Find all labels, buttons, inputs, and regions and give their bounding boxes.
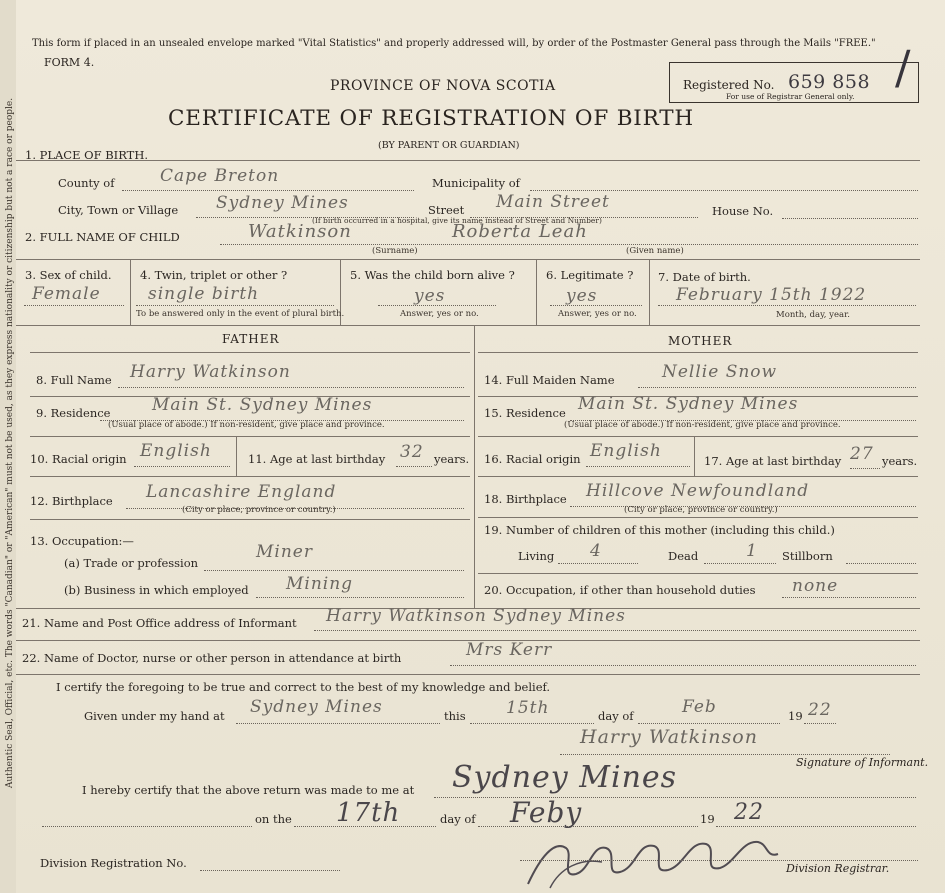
given-year-value: 22 <box>808 700 832 720</box>
day-of-label: day of <box>598 709 634 723</box>
county-label: County of <box>58 176 115 190</box>
mother-age-value: 27 <box>850 444 874 464</box>
mother-birthplace-value: Hillcove Newfoundland <box>586 481 810 501</box>
signature-caption: Signature of Informant. <box>796 756 929 769</box>
legitimate-value: yes <box>566 286 598 306</box>
mother-occupation-value: none <box>792 576 839 596</box>
father-racial-label: 10. Racial origin <box>30 452 127 466</box>
dead-value: 1 <box>746 541 758 561</box>
division-registration-label: Division Registration No. <box>40 856 187 870</box>
given-day-value: 15th <box>506 698 550 718</box>
twin-note: To be answered only in the event of plural birth. <box>136 309 345 319</box>
father-racial-value: English <box>140 441 212 461</box>
mother-birthplace-note: (City or place, province or country.) <box>624 505 778 515</box>
registrar-signature <box>520 818 790 892</box>
mother-racial-label: 16. Racial origin <box>484 452 581 466</box>
father-occupation-label: 13. Occupation:— <box>30 534 134 548</box>
father-residence-note: (Usual place of abode.) If non-resident, give place and province. <box>108 420 385 430</box>
house-label: House No. <box>712 204 774 218</box>
father-residence-label: 9. Residence <box>36 406 111 420</box>
doctor-label: 22. Name of Doctor, nurse or other person in attendance at birth <box>22 651 402 665</box>
mother-name-value: Nellie Snow <box>662 362 778 382</box>
mother-age-label: 17. Age at last birthday <box>704 454 842 468</box>
living-value: 4 <box>590 541 602 561</box>
dob-note: Month, day, year. <box>776 310 850 320</box>
father-age-label: 11. Age at last birthday <box>248 452 386 466</box>
child-given-name: Roberta Leah <box>452 221 588 242</box>
registered-no-label: Registered No. <box>683 78 775 92</box>
street-note: (If birth occurred in a hospital, give its name instead of Street and Number) <box>312 216 602 225</box>
living-label: Living <box>518 549 555 563</box>
trade-value: Miner <box>256 542 313 562</box>
mail-notice: This form if placed in an unsealed envelope marked "Vital Statistics" and properly addressed will, by order of the Postmaster General pass through the Mails "FREE." <box>32 38 876 49</box>
twin-label: 4. Twin, triplet or other ? <box>140 268 288 282</box>
registrar-year-prefix: 19 <box>700 812 715 826</box>
business-label: (b) Business in which employed <box>64 583 249 597</box>
informant-signature: Harry Watkinson <box>580 726 758 748</box>
sex-value: Female <box>32 284 101 304</box>
registration-tick: / <box>895 40 912 94</box>
father-years-label: years. <box>434 452 470 466</box>
alive-note: Answer, yes or no. <box>400 309 479 319</box>
legitimate-label: 6. Legitimate ? <box>546 268 634 282</box>
mother-birthplace-label: 18. Birthplace <box>484 492 567 506</box>
registrar-statement: I hereby certify that the above return was made to me at <box>82 783 415 797</box>
registrar-day-of-label: day of <box>440 812 476 826</box>
given-place-value: Sydney Mines <box>250 697 383 717</box>
dead-label: Dead <box>668 549 699 563</box>
registrar-use-note: For use of Registrar General only. <box>726 92 855 101</box>
side-margin <box>0 0 16 893</box>
father-birthplace-label: 12. Birthplace <box>30 494 113 508</box>
surname-note: (Surname) <box>372 246 418 256</box>
child-name-label: 2. FULL NAME OF CHILD <box>25 230 180 244</box>
father-name-label: 8. Full Name <box>36 373 112 387</box>
street-label: Street <box>428 203 465 217</box>
registrar-year-value: 22 <box>734 800 764 825</box>
street-value: Main Street <box>496 192 610 212</box>
registered-number: 659 858 <box>788 71 871 93</box>
mother-residence-value: Main St. Sydney Mines <box>578 394 799 414</box>
province-heading: PROVINCE OF NOVA SCOTIA <box>330 78 556 94</box>
registrar-month-value: Feby <box>510 796 583 829</box>
mother-years-label: years. <box>882 454 918 468</box>
given-month-value: Feb <box>682 697 717 717</box>
year-prefix: 19 <box>788 709 803 723</box>
father-age-value: 32 <box>400 442 424 462</box>
certify-statement: I certify the foregoing to be true and correct to the best of my knowledge and belief. <box>56 680 551 694</box>
alive-label: 5. Was the child born alive ? <box>350 268 515 282</box>
mother-heading: MOTHER <box>668 334 733 348</box>
doctor-value: Mrs Kerr <box>466 640 553 660</box>
child-surname: Watkinson <box>248 221 352 242</box>
this-label: this <box>444 709 466 723</box>
informant-value: Harry Watkinson Sydney Mines <box>326 606 626 626</box>
dob-label: 7. Date of birth. <box>658 270 751 284</box>
registrar-place-value: Sydney Mines <box>452 760 678 795</box>
trade-label: (a) Trade or profession <box>64 556 199 570</box>
side-note: Authentic Seal, Official, etc. The words "Canadian" or "American" must not be used, as they express nationality or citizenship but not a race or people. <box>5 97 15 789</box>
mother-residence-note: (Usual place of abode.) If non-resident, give place and province. <box>564 420 841 430</box>
father-heading: FATHER <box>222 332 280 346</box>
certificate-subtitle: (BY PARENT OR GUARDIAN) <box>378 140 520 151</box>
stillborn-label: Stillborn <box>782 549 833 563</box>
city-label: City, Town or Village <box>58 203 179 217</box>
given-under-label: Given under my hand at <box>84 709 225 723</box>
legitimate-note: Answer, yes or no. <box>558 309 637 319</box>
municipality-label: Municipality of <box>432 176 520 190</box>
business-value: Mining <box>286 574 354 594</box>
sex-label: 3. Sex of child. <box>25 268 112 282</box>
registrar-day-value: 17th <box>336 798 401 828</box>
father-birthplace-value: Lancashire England <box>146 482 337 502</box>
given-name-note: (Given name) <box>626 246 684 256</box>
mother-name-label: 14. Full Maiden Name <box>484 373 615 387</box>
form-number: FORM 4. <box>44 56 95 69</box>
on-the-label: on the <box>255 812 292 826</box>
father-birthplace-note: (City or place, province or country.) <box>182 505 336 515</box>
children-count-label: 19. Number of children of this mother (including this child.) <box>484 523 835 537</box>
alive-value: yes <box>414 286 446 306</box>
informant-label: 21. Name and Post Office address of Informant <box>22 616 297 630</box>
county-value: Cape Breton <box>160 166 280 186</box>
registrar-caption: Division Registrar. <box>786 862 890 875</box>
mother-residence-label: 15. Residence <box>484 406 566 420</box>
dob-value: February 15th 1922 <box>676 285 867 305</box>
mother-racial-value: English <box>590 441 662 461</box>
city-value: Sydney Mines <box>216 193 349 213</box>
father-residence-value: Main St. Sydney Mines <box>152 395 373 415</box>
place-of-birth-heading: 1. PLACE OF BIRTH. <box>25 148 149 162</box>
twin-value: single birth <box>148 284 260 304</box>
registration-box <box>669 62 919 103</box>
mother-occupation-label: 20. Occupation, if other than household duties <box>484 583 756 597</box>
certificate-title: CERTIFICATE OF REGISTRATION OF BIRTH <box>168 106 694 131</box>
father-name-value: Harry Watkinson <box>130 362 291 382</box>
